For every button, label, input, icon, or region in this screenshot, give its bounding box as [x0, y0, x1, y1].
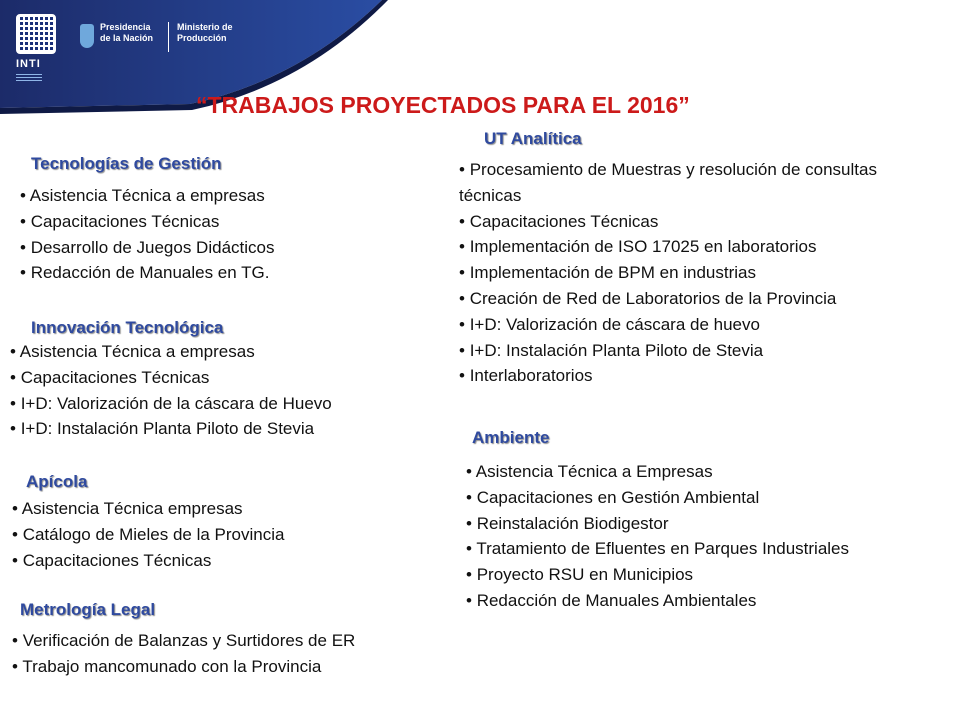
list-item: • Asistencia Técnica a empresas — [20, 183, 274, 209]
list-item: • Asistencia Técnica a empresas — [10, 339, 332, 365]
section-title-ambiente: Ambiente — [472, 428, 550, 447]
list-item: • I+D: Instalación Planta Piloto de Stevia — [459, 338, 929, 364]
list-item: • Reinstalación Biodigestor — [466, 511, 849, 537]
list-item: • Capacitaciones Técnicas — [20, 209, 274, 235]
org-separator — [168, 22, 169, 52]
section-title-innovacion-tecnologica: Innovación Tecnológica — [31, 318, 224, 337]
list-item: • Implementación de ISO 17025 en laboratorios — [459, 234, 929, 260]
list-item: • Tratamiento de Efluentes en Parques Industriales — [466, 536, 849, 562]
section-title-apicola: Apícola — [26, 472, 88, 491]
list-ambiente — [466, 459, 849, 614]
list-item: • Trabajo mancomunado con la Provincia — [12, 654, 355, 680]
list-item: • Redacción de Manuales en TG. — [20, 260, 274, 286]
section-title-metrologia-legal: Metrología Legal — [20, 600, 156, 619]
org-ministerio: Ministerio de Producción — [177, 22, 233, 43]
list-item: • Proyecto RSU en Municipios — [466, 562, 849, 588]
list-item: • Capacitaciones Técnicas — [459, 209, 929, 235]
inti-bars-icon — [16, 73, 42, 81]
list-tecnologias-gestion — [20, 183, 274, 286]
list-item: • Verificación de Balanzas y Surtidores de ER — [12, 628, 355, 654]
list-item: • Implementación de BPM en industrias — [459, 260, 929, 286]
list-item: • Creación de Red de Laboratorios de la Provincia — [459, 286, 929, 312]
list-apicola — [12, 496, 284, 573]
section-title-tecnologias-gestion: Tecnologías de Gestión — [31, 154, 222, 173]
list-item: • Desarrollo de Juegos Didácticos — [20, 235, 274, 261]
list-item: • I+D: Instalación Planta Piloto de Stevia — [10, 416, 332, 442]
list-item: • Capacitaciones Técnicas — [12, 548, 284, 574]
list-metrologia-legal — [12, 628, 355, 680]
list-item: • Interlaboratorios — [459, 363, 929, 389]
government-logos — [80, 22, 237, 52]
org-presidencia: Presidencia de la Nación — [100, 22, 154, 43]
list-item: • Asistencia Técnica a Empresas — [466, 459, 849, 485]
list-item: • Asistencia Técnica empresas — [12, 496, 284, 522]
list-item: • I+D: Valorización de la cáscara de Huevo — [10, 391, 332, 417]
list-innovacion-tecnologica — [10, 339, 332, 442]
list-item: • Procesamiento de Muestras y resolución de consultas técnicas — [459, 157, 929, 209]
page-title: “TRABAJOS PROYECTADOS PARA EL 2016” — [196, 92, 690, 118]
list-item: • I+D: Valorización de cáscara de huevo — [459, 312, 929, 338]
inti-logo-text: INTI — [16, 58, 41, 70]
coat-of-arms-icon — [80, 24, 94, 48]
list-item: • Catálogo de Mieles de la Provincia — [12, 522, 284, 548]
inti-grid-icon — [16, 14, 56, 54]
list-item: • Capacitaciones Técnicas — [10, 365, 332, 391]
section-title-ut-analitica: UT Analítica — [484, 129, 582, 148]
list-item: • Redacción de Manuales Ambientales — [466, 588, 849, 614]
list-ut-analitica — [459, 157, 929, 389]
inti-logo — [16, 14, 60, 81]
list-item: • Capacitaciones en Gestión Ambiental — [466, 485, 849, 511]
